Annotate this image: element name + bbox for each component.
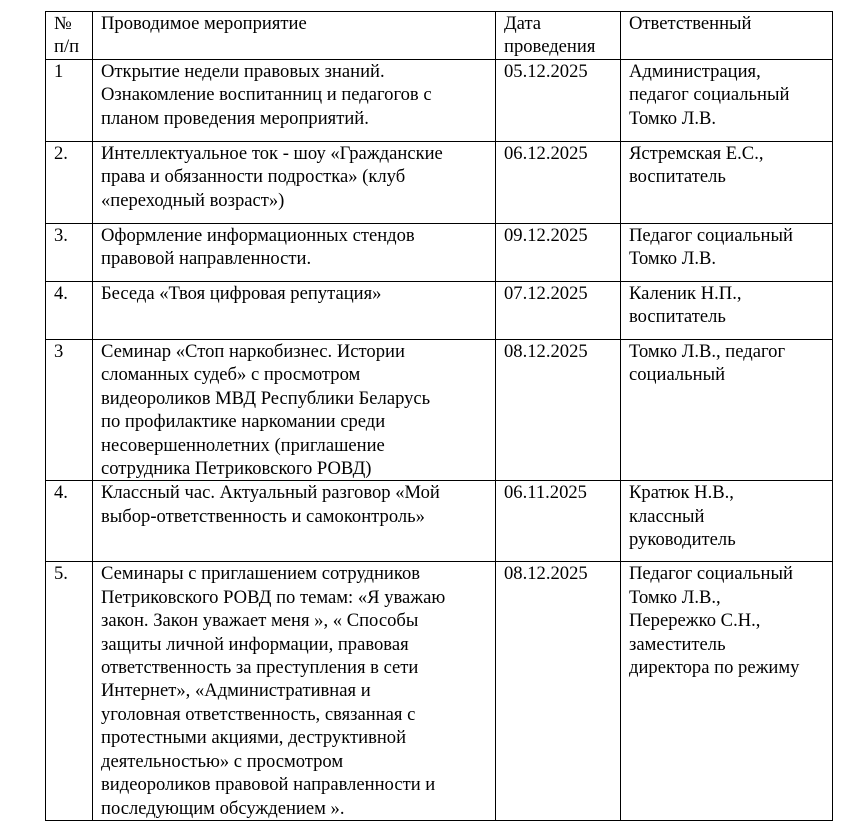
cell-num: 1 — [46, 60, 93, 142]
header-cell-responsible: Ответственный — [621, 12, 833, 60]
cell-responsible: Кратюк Н.В., классный руководитель — [621, 481, 833, 562]
table-row — [46, 60, 833, 142]
table-row — [46, 142, 833, 224]
cell-num: 5. — [46, 562, 93, 821]
cell-responsible: Ястремская Е.С., воспитатель — [621, 142, 833, 224]
cell-date: 09.12.2025 — [496, 224, 621, 282]
events-plan-table — [45, 11, 833, 821]
cell-responsible: Томко Л.В., педагог социальный — [621, 340, 833, 481]
cell-event: Беседа «Твоя цифровая репутация» — [93, 282, 496, 340]
cell-event: Оформление информационных стендов правовой направленности. — [93, 224, 496, 282]
cell-num: 2. — [46, 142, 93, 224]
cell-date: 05.12.2025 — [496, 60, 621, 142]
cell-num: 3. — [46, 224, 93, 282]
cell-event: Открытие недели правовых знаний. Ознакомление воспитанниц и педагогов с планом проведения мероприятий. — [93, 60, 496, 142]
cell-num: 4. — [46, 481, 93, 562]
table-row — [46, 282, 833, 340]
cell-responsible: Каленик Н.П., воспитатель — [621, 282, 833, 340]
cell-date: 08.12.2025 — [496, 562, 621, 821]
cell-date: 06.11.2025 — [496, 481, 621, 562]
cell-date: 06.12.2025 — [496, 142, 621, 224]
cell-responsible: Администрация, педагог социальный Томко Л.В. — [621, 60, 833, 142]
cell-date: 07.12.2025 — [496, 282, 621, 340]
cell-event: Классный час. Актуальный разговор «Мой выбор-ответственность и самоконтроль» — [93, 481, 496, 562]
table-row — [46, 562, 833, 821]
table-row — [46, 224, 833, 282]
table-row — [46, 481, 833, 562]
cell-responsible: Педагог социальный Томко Л.В., Перережко С.Н., заместитель директора по режиму — [621, 562, 833, 821]
table-row — [46, 340, 833, 481]
cell-responsible: Педагог социальный Томко Л.В. — [621, 224, 833, 282]
cell-event: Интеллектуальное ток - шоу «Гражданские права и обязанности подростка» (клуб «переходный возраст») — [93, 142, 496, 224]
cell-date: 08.12.2025 — [496, 340, 621, 481]
cell-num: 3 — [46, 340, 93, 481]
header-cell-num: № п/п — [46, 12, 93, 60]
header-cell-event: Проводимое мероприятие — [93, 12, 496, 60]
cell-event: Семинары с приглашением сотрудников Петриковского РОВД по темам: «Я уважаю закон. Закон уважает меня », « Способы защиты личной информации, правовая ответственность за преступления в сети Интернет», «Административная и уголовная ответственность, связанная с протестными акциями, деструктивной деятельностью» с просмотром видеороликов правовой направленности и последующим обсуждением ». — [93, 562, 496, 821]
table-header-row — [46, 12, 833, 60]
cell-event: Семинар «Стоп наркобизнес. Истории сломанных судеб» с просмотром видеороликов МВД Республики Беларусь по профилактике наркомании среди несовершеннолетних (приглашение сотрудника Петриковского РОВД) — [93, 340, 496, 481]
header-cell-date: Дата проведения — [496, 12, 621, 60]
cell-num: 4. — [46, 282, 93, 340]
